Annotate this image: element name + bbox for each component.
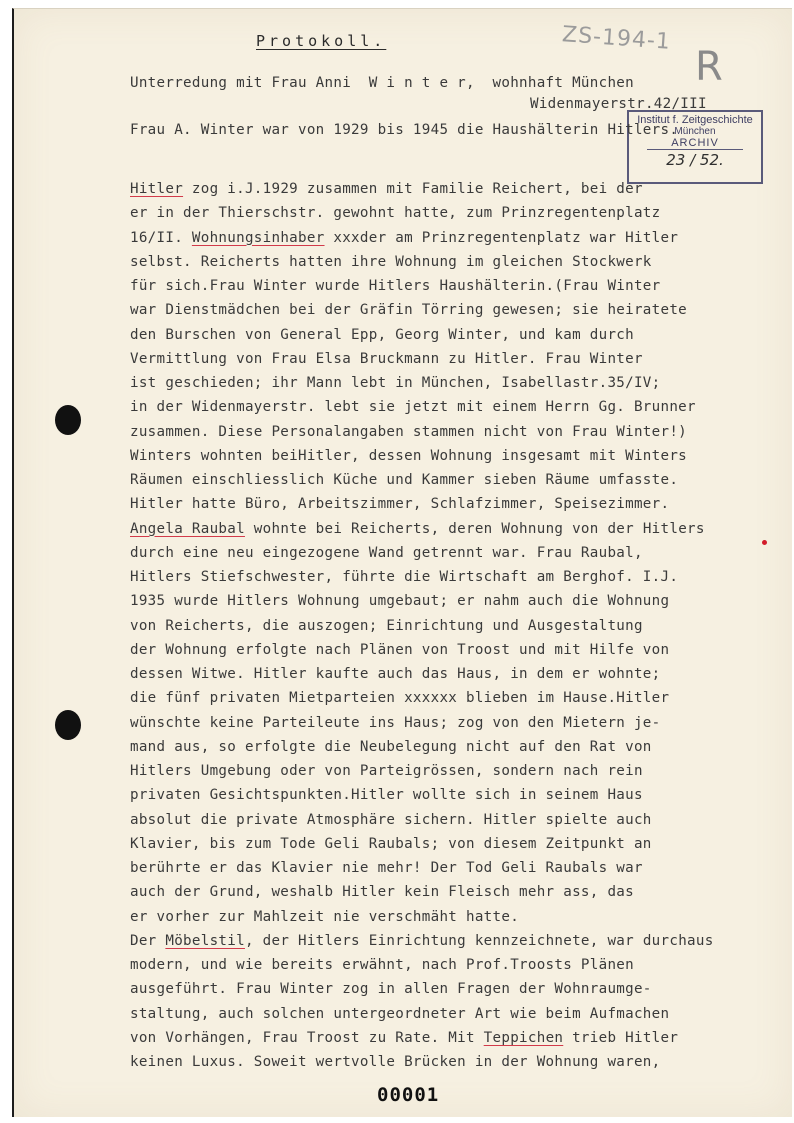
body-line: Räumen einschliesslich Küche und Kammer sieben Räume umfasste.	[130, 472, 679, 488]
body-line: Hitler zog i.J.1929 zusammen mit Familie Reichert, bei der	[130, 181, 643, 197]
document-title: Protokoll.	[256, 32, 387, 50]
body-line: der Wohnung erfolgte nach Plänen von Troost und mit Hilfe von	[130, 641, 670, 658]
body-line: er vorher zur Mahlzeit nie verschmäht hatte.	[130, 908, 520, 925]
body-line: von Vorhängen, Frau Troost zu Rate. Mit Teppichen trieb Hitler	[130, 1029, 679, 1046]
body-line: keinen Luxus. Soweit wertvolle Brücken in der Wohnung waren,	[130, 1054, 661, 1070]
body-line: von Reicherts, die auszogen; Einrichtung und Ausgestaltung	[130, 617, 643, 634]
archive-number: ZS-194-1	[561, 22, 672, 55]
body-line: Hitlers Stiefschwester, führte die Wirtschaft am Berghof. I.J.	[130, 569, 679, 585]
page-number: 00001	[377, 1084, 440, 1106]
body-line: dessen Witwe. Hitler kaufte auch das Haus, in dem er wohnte;	[130, 666, 661, 682]
body-line: staltung, auch solchen untergeordneter Art wie beim Aufmachen	[130, 1005, 670, 1022]
body-line: Angela Raubal wohnte bei Reicherts, deren Wohnung von der Hitlers	[130, 520, 705, 537]
stamp-handwritten-number: 23 / 52.	[666, 151, 724, 169]
stamp-line-institute: Institut f. Zeitgeschichte	[637, 114, 753, 126]
red-ink-dot	[762, 540, 767, 545]
body-line: in der Widenmayerstr. lebt sie jetzt mit einem Herrn Gg. Brunner	[130, 399, 696, 416]
body-line: mand aus, so erfolgte die Neubelegung nicht auf den Rat von	[130, 738, 652, 755]
body-line: den Burschen von General Epp, Georg Winter, und kam durch	[130, 326, 634, 343]
stamp-line-archive: ARCHIV	[647, 137, 743, 150]
body-line: war Dienstmädchen bei der Gräfin Törring gewesen; sie heiratete	[130, 302, 688, 319]
body-line: Der Möbelstil, der Hitlers Einrichtung kennzeichnete, war durchaus	[130, 932, 714, 949]
pencil-r-mark: R	[695, 44, 723, 90]
body-line: auch der Grund, weshalb Hitler kein Fleisch mehr ass, das	[130, 884, 634, 901]
body-line: wünschte keine Parteileute ins Haus; zog von den Mietern je-	[130, 714, 661, 731]
body-line: Vermittlung von Frau Elsa Bruckmann zu Hitler. Frau Winter	[130, 350, 643, 367]
body-line: für sich.Frau Winter wurde Hitlers Haushälterin.(Frau Winter	[130, 278, 661, 294]
punch-hole-upper	[55, 405, 81, 435]
body-line: berührte er das Klavier nie mehr! Der Tod Geli Raubals war	[130, 860, 643, 876]
body-line: zusammen. Diese Personalangaben stammen nicht von Frau Winter!)	[130, 423, 688, 440]
body-line: Klavier, bis zum Tode Geli Raubals; von diesem Zeitpunkt an	[130, 835, 652, 852]
body-line: modern, und wie bereits erwähnt, nach Prof.Troosts Plänen	[130, 957, 634, 973]
header-line-1: Unterredung mit Frau Anni W i n t e r, wohnhaft München	[130, 75, 634, 91]
stamp-line-city: München	[674, 126, 716, 137]
body-line: Hitlers Umgebung oder von Parteigrössen, sondern nach rein	[130, 763, 643, 779]
body-line: durch eine neu eingezogene Wand getrennt war. Frau Raubal,	[130, 544, 643, 561]
body-line: ausgeführt. Frau Winter zog in allen Fragen der Wohnraumge-	[130, 981, 652, 998]
body-line: Hitler hatte Büro, Arbeitszimmer, Schlafzimmer, Speisezimmer.	[130, 496, 670, 513]
body-line: selbst. Reicherts hatten ihre Wohnung im gleichen Stockwerk	[130, 253, 652, 270]
body-line: er in der Thierschstr. gewohnt hatte, zum Prinzregentenplatz	[130, 205, 661, 222]
punch-hole-lower	[55, 710, 81, 740]
body-line: 16/II. Wohnungsinhaber xxxder am Prinzregentenplatz war Hitler	[130, 229, 679, 246]
body-line: Winters wohnten beiHitler, dessen Wohnung insgesamt mit Winters	[130, 447, 688, 464]
header-line-2: Widenmayerstr.42/III	[530, 96, 707, 112]
header-line-3: Frau A. Winter war von 1929 bis 1945 die Haushälterin Hitlers.	[130, 122, 679, 138]
body-line: 1935 wurde Hitlers Wohnung umgebaut; er nahm auch die Wohnung	[130, 593, 670, 610]
body-line: absolut die private Atmosphäre sichern. Hitler spielte auch	[130, 811, 652, 828]
body-line: privaten Gesichtspunkten.Hitler wollte sich in seinem Haus	[130, 787, 643, 804]
body-line: die fünf privaten Mietparteien xxxxxx blieben im Hause.Hitler	[130, 690, 670, 707]
body-line: ist geschieden; ihr Mann lebt in München, Isabellastr.35/IV;	[130, 375, 661, 391]
